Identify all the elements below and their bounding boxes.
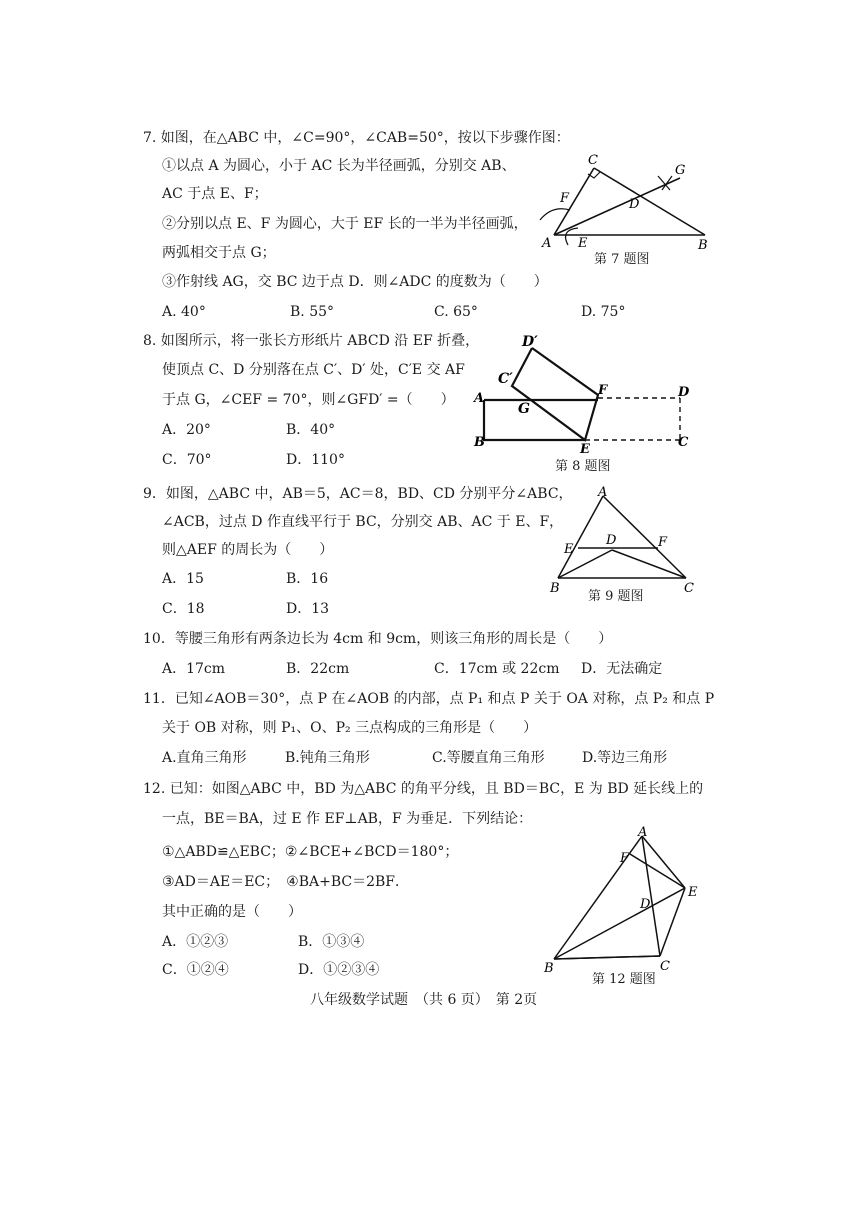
q7-label-c: C bbox=[588, 153, 598, 168]
q7-option-d: D. 75° bbox=[581, 304, 626, 320]
q8-label-f: F bbox=[598, 383, 608, 398]
q7-line-4: ②分别以点 E、F 为圆心，大于 EF 长的一半为半径画弧， bbox=[162, 216, 528, 232]
q12-line-2: 一点，BE＝BA，过 E 作 EF⊥AB，F 为垂足．下列结论： bbox=[162, 811, 533, 827]
q7-label-g: G bbox=[675, 163, 686, 178]
q7-line-2: ①以点 A 为圆心，小于 AC 长为半径画弧，分别交 AB、 bbox=[162, 158, 516, 174]
q7-line-6: ③作射线 AG，交 BC 边于点 D．则∠ADC 的度数为（ ） bbox=[162, 274, 548, 290]
q9-line-3: 则△AEF 的周长为（ ） bbox=[162, 542, 334, 558]
q12-line-3: ①△ABD≌△EBC；②∠BCE+∠BCD＝180°； bbox=[162, 844, 459, 860]
page-footer: 八年级数学试题 （共 6 页） 第 2页 bbox=[310, 992, 538, 1008]
q9-label-d: D bbox=[606, 533, 617, 548]
q10-option-b: B．22cm bbox=[286, 661, 350, 677]
q8-label-c: C bbox=[678, 435, 689, 450]
q8-line-3: 于点 G，∠CEF = 70°，则∠GFD′ =（ ） bbox=[162, 392, 455, 408]
q8-figure bbox=[470, 330, 700, 455]
q12-line-1: 12. 已知：如图△ABC 中，BD 为△ABC 的角平分线，且 BD＝BC，E 为 BD 延长线上的 bbox=[143, 781, 704, 797]
q7-option-a: A. 40° bbox=[162, 304, 206, 320]
q12-option-b: B．①③④ bbox=[298, 934, 365, 950]
q12-label-b: B bbox=[544, 961, 554, 976]
q9-option-c: C．18 bbox=[162, 601, 205, 617]
q12-label-a: A bbox=[638, 825, 648, 840]
q9-figure bbox=[540, 484, 710, 599]
q9-label-f: F bbox=[658, 535, 668, 550]
q11-line-2: 关于 OB 对称，则 P₁、O、P₂ 三点构成的三角形是（ ） bbox=[162, 720, 538, 736]
q9-line-2: ∠ACB，过点 D 作直线平行于 BC，分别交 AB、AC 于 E、F， bbox=[162, 514, 564, 530]
q8-label-g: G bbox=[518, 401, 530, 417]
q11-line-1: 11．已知∠AOB＝30°，点 P 在∠AOB 的内部，点 P₁ 和点 P 关于 OA 对称，点 P₂ 和点 P bbox=[143, 691, 715, 707]
q8-caption: 第 8 题图 bbox=[555, 459, 611, 474]
q11-option-a: A.直角三角形 bbox=[162, 750, 247, 766]
q9-option-d: D．13 bbox=[286, 601, 330, 617]
q12-figure bbox=[540, 826, 710, 976]
q10-line-1: 10．等腰三角形有两条边长为 4cm 和 9cm，则该三角形的周长是（ ） bbox=[143, 631, 613, 647]
q12-option-a: A．①②③ bbox=[162, 934, 229, 950]
q8-label-e: E bbox=[580, 442, 590, 457]
q12-option-c: C．①②④ bbox=[162, 962, 229, 978]
q8-option-a: A．20° bbox=[162, 422, 211, 438]
q8-option-c: C．70° bbox=[162, 452, 212, 468]
q8-label-a: A bbox=[474, 391, 485, 406]
q8-label-d-prime: D′ bbox=[522, 334, 538, 350]
q8-line-2: 使顶点 C、D 分别落在点 C′、D′ 处，C′E 交 AF bbox=[162, 362, 465, 378]
q9-line-1: 9．如图，△ABC 中，AB＝5，AC＝8，BD、CD 分别平分∠ABC， bbox=[143, 486, 573, 502]
q7-label-b: B bbox=[698, 238, 708, 253]
q9-option-b: B．16 bbox=[286, 571, 329, 587]
q12-option-d: D．①②③④ bbox=[298, 962, 380, 978]
q9-caption: 第 9 题图 bbox=[588, 589, 644, 604]
q10-option-d: D．无法确定 bbox=[581, 661, 663, 677]
q8-label-d: D bbox=[678, 385, 690, 400]
q12-line-5: 其中正确的是（ ） bbox=[162, 904, 302, 920]
q7-label-e: E bbox=[578, 236, 588, 251]
q12-label-f: F bbox=[620, 851, 630, 866]
q11-option-d: D.等边三角形 bbox=[582, 750, 668, 766]
q7-label-d: D bbox=[629, 197, 640, 212]
q9-label-a: A bbox=[598, 485, 608, 500]
q9-label-c: C bbox=[684, 581, 694, 596]
q12-caption: 第 12 题图 bbox=[592, 972, 656, 987]
q11-option-c: C.等腰直角三角形 bbox=[432, 750, 545, 766]
q7-line-3: AC 于点 E、F； bbox=[162, 186, 268, 202]
q7-caption: 第 7 题图 bbox=[594, 252, 650, 267]
q7-figure bbox=[530, 150, 720, 255]
q7-option-c: C. 65° bbox=[434, 304, 478, 320]
q7-option-b: B. 55° bbox=[290, 304, 335, 320]
q7-label-f: F bbox=[560, 191, 570, 206]
q12-line-4: ③AD＝AE＝EC； ④BA+BC＝2BF． bbox=[162, 874, 409, 890]
q8-label-c-prime: C′ bbox=[498, 371, 513, 387]
q11-option-b: B.钝角三角形 bbox=[285, 750, 370, 766]
q9-option-a: A．15 bbox=[162, 571, 204, 587]
q8-line-1: 8. 如图所示，将一张长方形纸片 ABCD 沿 EF 折叠， bbox=[143, 333, 480, 349]
q8-option-d: D．110° bbox=[286, 452, 345, 468]
q7-line-5: 两弧相交于点 G； bbox=[162, 245, 276, 261]
q10-option-c: C．17cm 或 22cm bbox=[434, 661, 560, 677]
q12-label-d: D bbox=[640, 897, 651, 912]
q9-label-e: E bbox=[564, 542, 574, 557]
q9-label-b: B bbox=[550, 581, 560, 596]
q8-label-b: B bbox=[474, 435, 485, 450]
q12-label-e: E bbox=[688, 885, 698, 900]
q10-option-a: A．17cm bbox=[162, 661, 226, 677]
q12-label-c: C bbox=[660, 959, 670, 974]
q8-option-b: B．40° bbox=[286, 422, 336, 438]
q7-label-a: A bbox=[542, 236, 552, 251]
q7-line-1: 7. 如图，在△ABC 中，∠C=90°，∠CAB=50°，按以下步骤作图： bbox=[143, 130, 570, 146]
